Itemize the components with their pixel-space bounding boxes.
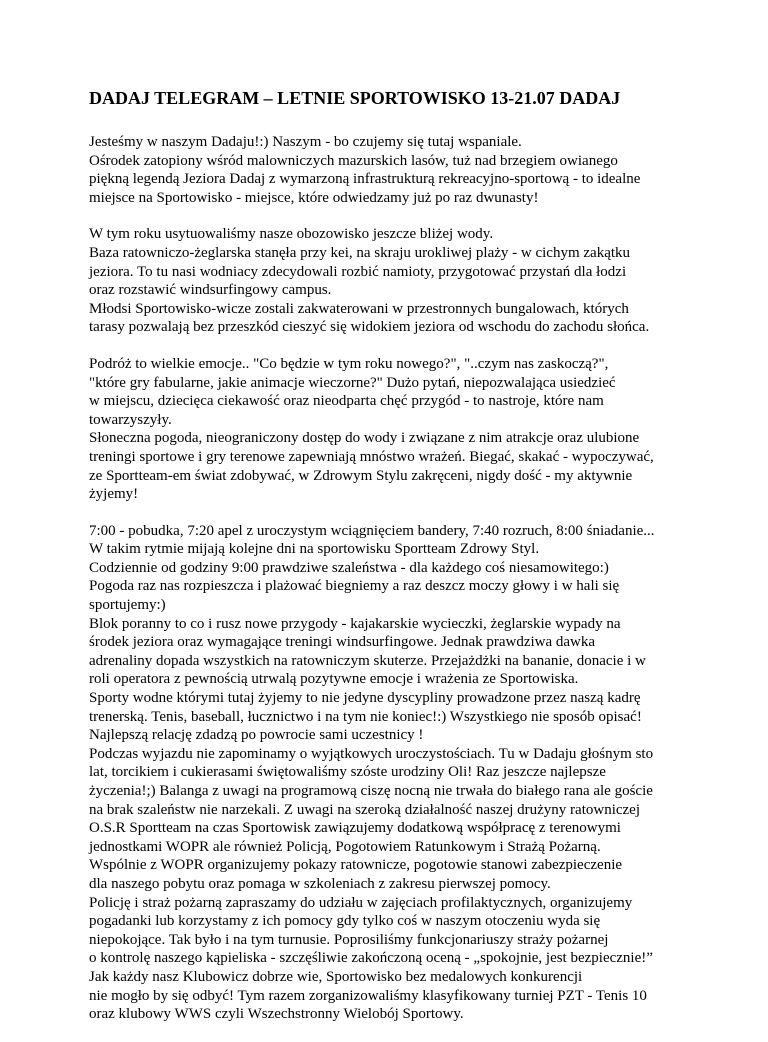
text-line: treningi sportowe i gry terenowe zapewniają mnóstwo wrażeń. Biegać, skakać - wypoczywać, — [89, 448, 654, 465]
paragraph — [89, 133, 689, 207]
text-line: dla naszego pobytu oraz pomaga w szkoleniach z zakresu pierwszej pomocy. — [89, 875, 551, 892]
paragraph — [89, 225, 689, 337]
text-line: Słoneczna pogoda, nieograniczony dostęp do wody i związane z nim atrakcje oraz ulubione — [89, 430, 640, 447]
text-line: lat, torcikiem i cukierasami świętowaliśmy szóste urodziny Oli! Raz jeszcze najlepsze — [89, 764, 606, 781]
text-line: żyjemy! — [89, 486, 139, 503]
text-line: w miejscu, dziecięca ciekawość oraz nieodparta chęć przygód - to nastroje, które nam — [89, 393, 604, 410]
text-line: Najlepszą relację zdadzą po powrocie sami uczestnicy ! — [89, 727, 424, 744]
text-line: Baza ratowniczo-żeglarska stanęła przy kei, na skraju urokliwej plaży - w cichym zakątku — [89, 244, 631, 261]
text-line: Policję i straż pożarną zapraszamy do udziału w zajęciach profilaktycznych, organizujemy — [89, 894, 633, 911]
text-line: Codziennie od godziny 9:00 prawdziwe szaleństwa - dla każdego coś niesamowitego:) — [89, 559, 609, 576]
text-line: o kontrolę naszego kąpieliska - szczęśliwie zakończoną oceną - „spokojnie, jest bezpiecznie!” — [89, 950, 653, 967]
text-line: na brak szaleństw nie narzekali. Z uwagi na szeroką działalność naszej drużyny ratowniczej — [89, 801, 641, 818]
text-line: Ośrodek zatopiony wśród malowniczych mazurskich lasów, tuż nad brzegiem owianego — [89, 152, 618, 169]
text-line: środek jeziora oraz wymagające treningi windsurfingowe. Jednak prawdziwa dawka — [89, 634, 596, 651]
text-line: W takim rytmie mijają kolejne dni na sportowisku Sportteam Zdrowy Styl. — [89, 541, 540, 558]
text-line: pogadanki lub korzystamy z ich pomocy gdy tylko coś w naszym otoczeniu wyda się — [89, 913, 601, 930]
text-line: Blok poranny to co i rusz nowe przygody - kajakarskie wycieczki, żeglarskie wypady na — [89, 615, 621, 632]
paragraph — [89, 522, 689, 1024]
paragraph — [89, 355, 689, 504]
text-line: oraz klubowy WWS czyli Wszechstronny Wielobój Sportowy. — [89, 1006, 464, 1023]
text-line: tarasy pozwalają bez przeszkód cieszyć się widokiem jeziora od wschodu do zachodu słońca. — [89, 319, 650, 336]
text-line: trenerską. Tenis, baseball, łucznictwo i na tym nie koniec!:) Wszystkiego nie sposób opisać! — [89, 708, 642, 725]
text-line: Podróż to wielkie emocje.. "Co będzie w tym roku nowego?", "..czym nas zaskoczą?", — [89, 355, 609, 372]
text-line: jednostkami WOPR ale również Policją, Pogotowiem Ratunkowym i Strażą Pożarną. — [89, 838, 601, 855]
text-line: Jak każdy nasz Klubowicz dobrze wie, Sportowisko bez medalowych konkurencji — [89, 968, 583, 985]
text-line: sportujemy:) — [89, 597, 166, 614]
text-line: nie mogło by się odbyć! Tym razem zorganizowaliśmy klasyfikowany turniej PZT - Tenis 10 — [89, 987, 647, 1004]
text-line: Sporty wodne którymi tutaj żyjemy to nie jedyne dyscypliny prowadzone przez naszą kadrę — [89, 690, 641, 707]
text-line: Podczas wyjazdu nie zapominamy o wyjątkowych uroczystościach. Tu w Dadaju głośnym sto — [89, 745, 654, 762]
text-line: W tym roku usytuowaliśmy nasze obozowisko jeszcze bliżej wody. — [89, 226, 494, 243]
text-line: niepokojące. Tak było i na tym turnusie. Poprosiliśmy funkcjonariuszy straży pożarnej — [89, 931, 609, 948]
text-line: "które gry fabularne, jakie animacje wieczorne?" Dużo pytań, niepozwalająca usiedzieć — [89, 374, 616, 391]
text-line: jeziora. To tu nasi wodniacy zdecydowali rozbić namioty, przygotować przystań dla łodzi — [89, 263, 627, 280]
text-line: ze Sportteam-em świat zdobywać, w Zdrowym Stylu zakręceni, nigdy dość - my aktywnie — [89, 467, 633, 484]
text-line: Wspólnie z WOPR organizujemy pokazy ratownicze, pogotowie stanowi zabezpieczenie — [89, 857, 623, 874]
text-line: miejsce na Sportowisko - miejsce, które odwiedzamy już po raz dwunasty! — [89, 189, 539, 206]
text-line: Młodsi Sportowisko-wicze zostali zakwaterowani w przestronnych bungalowach, których — [89, 300, 629, 317]
text-line: oraz rozstawić windsurfingowy campus. — [89, 282, 332, 299]
text-line: O.S.R Sportteam na czas Sportowisk zawiązujemy dodatkową współpracę z terenowymi — [89, 820, 621, 837]
text-line: piękną legendą Jeziora Dadaj z wymarzoną infrastrukturą rekreacyjno-sportową - to idealne — [89, 171, 641, 188]
text-line: życzenia!;) Balanga z uwagi na programową ciszę nocną nie trwała do białego rana ale goście — [89, 783, 653, 799]
text-line: Pogoda raz nas rozpieszcza i plażować biegniemy a raz deszcz moczy głowy i w hali się — [89, 578, 620, 595]
text-line: adrenaliny dopada wszystkich na ratowniczym skuterze. Przejażdżki na bananie, donacie i w — [89, 652, 646, 669]
document-title: DADAJ TELEGRAM – LETNIE SPORTOWISKO 13-21.07 DADAJ — [89, 88, 621, 108]
text-line: towarzyszyły. — [89, 411, 172, 428]
text-line: roli operatora z pewnością utrwalą pozytywne emocje i wrażenia ze Sportowiska. — [89, 671, 579, 688]
text-line: 7:00 - pobudka, 7:20 apel z uroczystym wciągnięciem bandery, 7:40 rozruch, 8:00 śniadanie... — [89, 522, 655, 539]
text-line: Jesteśmy w naszym Dadaju!:) Naszym - bo czujemy się tutaj wspaniale. — [89, 134, 522, 150]
document-body — [89, 133, 689, 1042]
